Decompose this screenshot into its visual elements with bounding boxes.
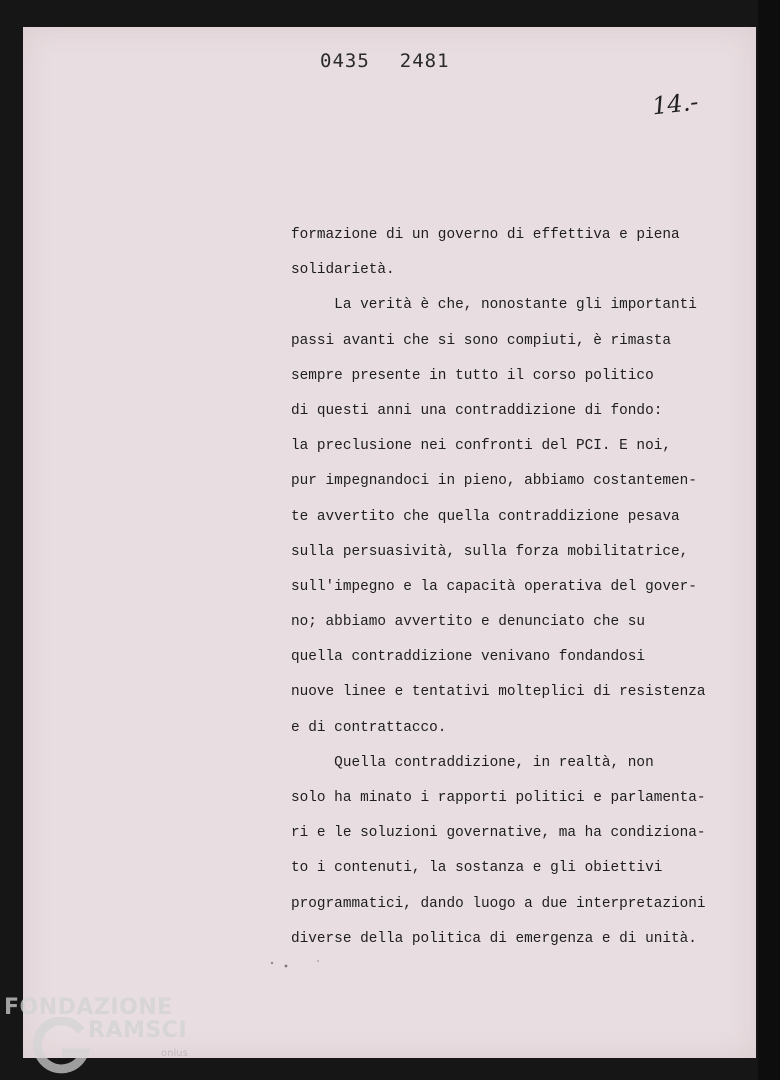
g-letter-icon xyxy=(32,1017,90,1075)
watermark-line2: RAMSCI xyxy=(88,1018,188,1043)
text-line: passi avanti che si sono compiuti, è rimasta xyxy=(291,332,671,349)
text-line: la preclusione nei confronti del PCI. E noi, xyxy=(291,438,671,455)
text-line: Quella contraddizione, in realtà, non xyxy=(291,754,654,771)
text-line: solo ha minato i rapporti politici e parlamenta- xyxy=(291,790,706,806)
text-line: ri e le soluzioni governative, ma ha condiziona- xyxy=(291,825,706,842)
text-line: formazione di un governo di effettiva e piena xyxy=(291,227,680,243)
text-line: no; abbiamo avvertito e denunciato che su xyxy=(291,614,646,631)
text-line: quella contraddizione venivano fondandosi xyxy=(291,649,646,666)
typed-text-body xyxy=(291,218,751,957)
text-line: sulla persuasività, sulla forza mobilitatrice, xyxy=(291,543,689,560)
text-line: te avvertito che quella contraddizione pesava xyxy=(291,508,680,525)
watermark-line1: FONDAZIONE xyxy=(4,995,173,1020)
text-line: pur impegnandoci in pieno, abbiamo costantemen- xyxy=(291,473,697,490)
archive-number xyxy=(320,50,480,72)
text-line: di questi anni una contraddizione di fondo: xyxy=(291,402,663,419)
text-line: to i contenuti, la sostanza e gli obiettivi xyxy=(291,860,663,877)
text-line: solidarietà. xyxy=(291,262,395,279)
text-line: sempre presente in tutto il corso politico xyxy=(291,367,654,384)
scan-edge xyxy=(758,0,780,1080)
archive-number-second: 2481 xyxy=(399,50,450,72)
text-line: diverse della politica di emergenza e di unità. xyxy=(291,930,697,947)
text-line: nuove linee e tentativi molteplici di resistenza xyxy=(291,684,706,701)
watermark-subtitle: onlus xyxy=(161,1048,188,1059)
text-line: sull'impegno e la capacità operativa del gover- xyxy=(291,578,697,595)
handwritten-page-number: 14.- xyxy=(650,87,700,121)
text-line: La verità è che, nonostante gli importanti xyxy=(291,297,697,314)
archive-number-first: 0435 xyxy=(320,50,370,72)
text-line: e di contrattacco. xyxy=(291,719,447,736)
fondazione-gramsci-watermark xyxy=(4,995,204,1080)
text-line: programmatici, dando luogo a due interpretazioni xyxy=(291,895,706,912)
paper-specks xyxy=(270,955,330,975)
